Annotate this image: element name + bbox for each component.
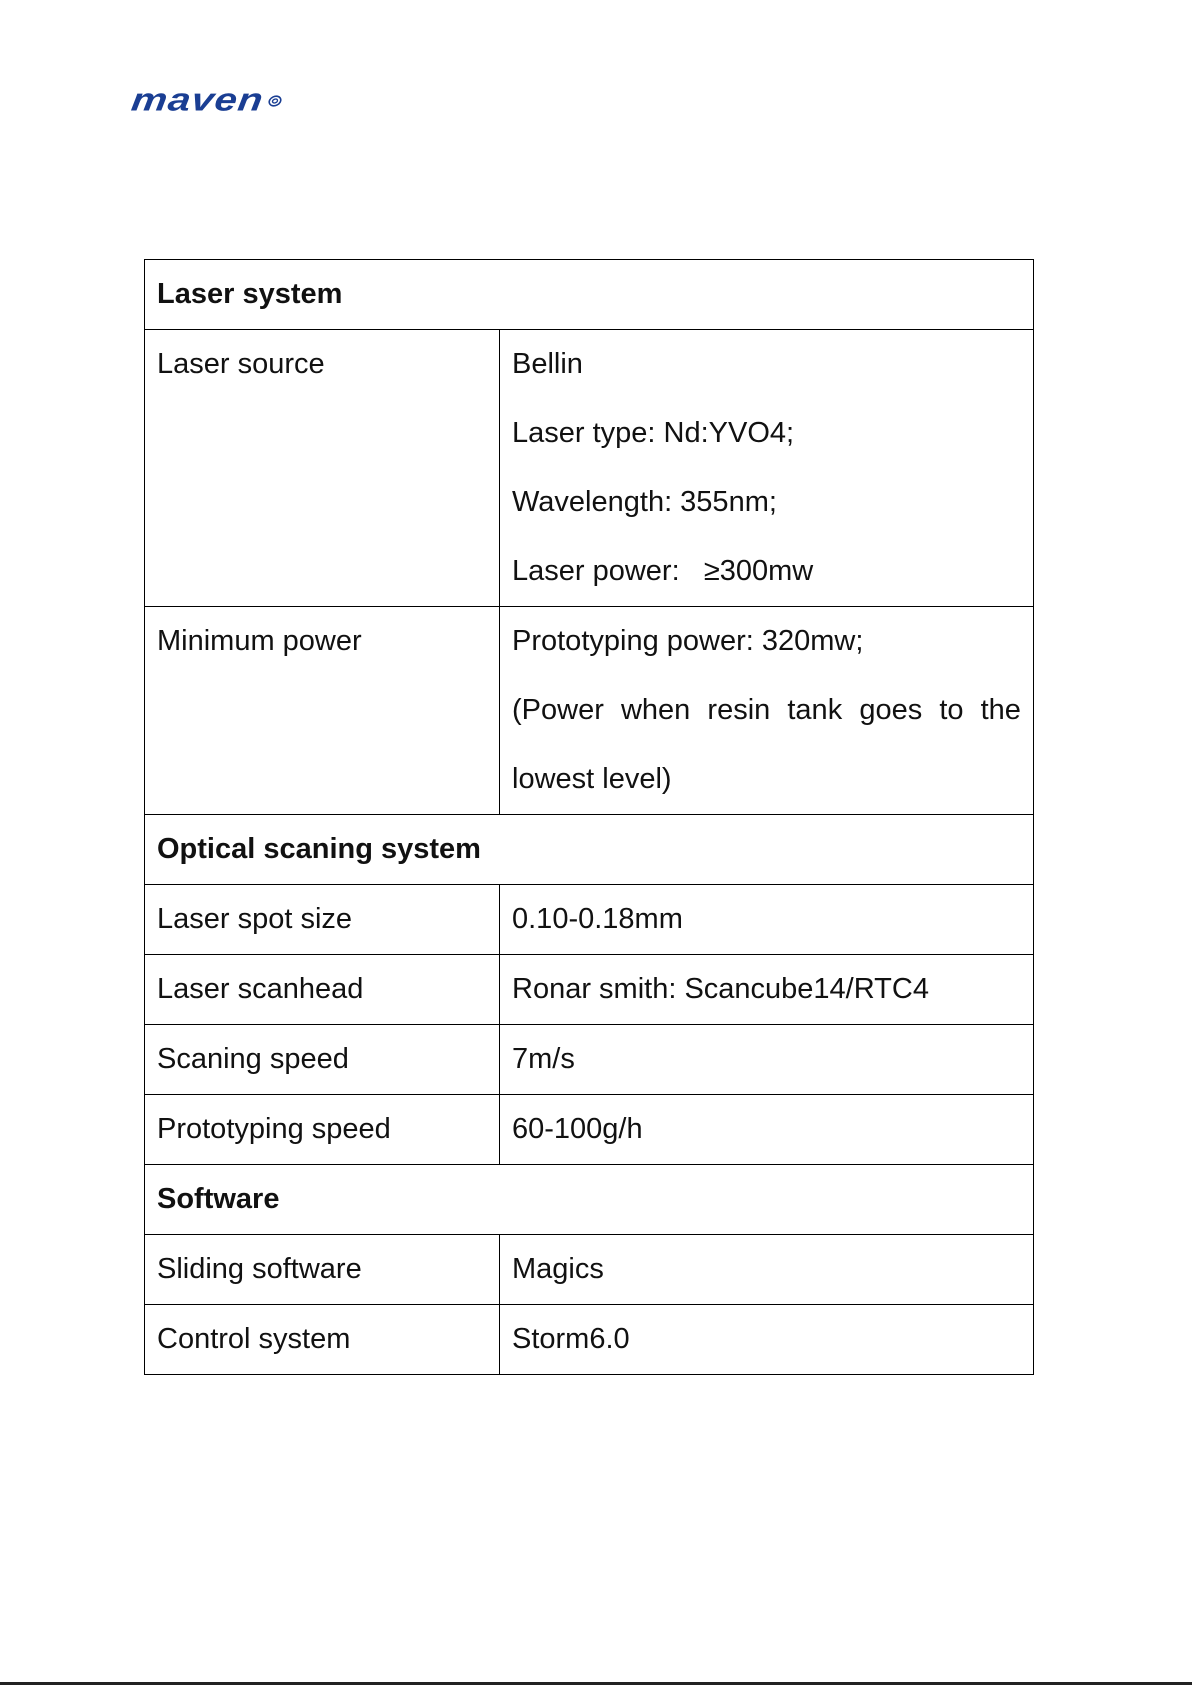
section-heading-laser-system: Laser system xyxy=(145,260,1034,330)
row-value-prototyping-speed: 60-100g/h xyxy=(500,1095,1034,1165)
row-label-sliding-software: Sliding software xyxy=(145,1235,500,1305)
table-row-control-system xyxy=(145,1305,1034,1375)
laser-source-type: Laser type: Nd:YVO4; xyxy=(512,417,795,449)
power-note-word: when xyxy=(620,694,691,726)
logo-wordmark: maven xyxy=(129,82,266,118)
row-label-laser-source: Laser source xyxy=(145,330,500,607)
power-note-word: goes xyxy=(859,694,923,726)
laser-source-power: Laser power: ≥300mw xyxy=(512,555,814,587)
prototyping-power-line: Prototyping power: 320mw; xyxy=(512,625,864,657)
power-note-end: lowest level) xyxy=(512,763,672,795)
row-label-laser-scanhead: Laser scanhead xyxy=(145,955,500,1025)
power-note-word: the xyxy=(980,694,1021,726)
row-label-minimum-power: Minimum power xyxy=(145,607,500,815)
section-heading-optical-scanning-system: Optical scaning system xyxy=(145,815,1034,885)
power-note-word: to xyxy=(939,694,964,726)
specification-table xyxy=(144,259,1034,1375)
table-row-laser-source xyxy=(145,330,1034,607)
laser-source-brand: Bellin xyxy=(512,348,583,380)
maven-logo xyxy=(129,82,282,124)
row-label-scanning-speed: Scaning speed xyxy=(145,1025,500,1095)
row-label-prototyping-speed: Prototyping speed xyxy=(145,1095,500,1165)
row-value-laser-spot-size: 0.10-0.18mm xyxy=(500,885,1034,955)
table-row-sliding-software xyxy=(145,1235,1034,1305)
row-value-minimum-power xyxy=(500,607,1034,815)
row-label-laser-spot-size: Laser spot size xyxy=(145,885,500,955)
section-row-software xyxy=(145,1165,1034,1235)
table-row-scanning-speed xyxy=(145,1025,1034,1095)
power-note-word: resin xyxy=(707,694,771,726)
section-row-optical-scanning-system xyxy=(145,815,1034,885)
row-value-sliding-software: Magics xyxy=(500,1235,1034,1305)
row-value-laser-source xyxy=(500,330,1034,607)
section-row-laser-system xyxy=(145,260,1034,330)
section-heading-software: Software xyxy=(145,1165,1034,1235)
laser-source-wavelength: Wavelength: 355nm; xyxy=(512,486,777,518)
row-value-control-system: Storm6.0 xyxy=(500,1305,1034,1375)
table-row-prototyping-speed xyxy=(145,1095,1034,1165)
power-note-word: (Power xyxy=(512,694,604,726)
table-row-laser-scanhead xyxy=(145,955,1034,1025)
registered-mark-icon xyxy=(268,94,282,108)
power-note-line xyxy=(512,676,1021,745)
power-note-word: tank xyxy=(787,694,843,726)
table-row-minimum-power xyxy=(145,607,1034,815)
row-value-scanning-speed: 7m/s xyxy=(500,1025,1034,1095)
table-row-laser-spot-size xyxy=(145,885,1034,955)
row-value-laser-scanhead: Ronar smith: Scancube14/RTC4 xyxy=(500,955,1034,1025)
row-label-control-system: Control system xyxy=(145,1305,500,1375)
